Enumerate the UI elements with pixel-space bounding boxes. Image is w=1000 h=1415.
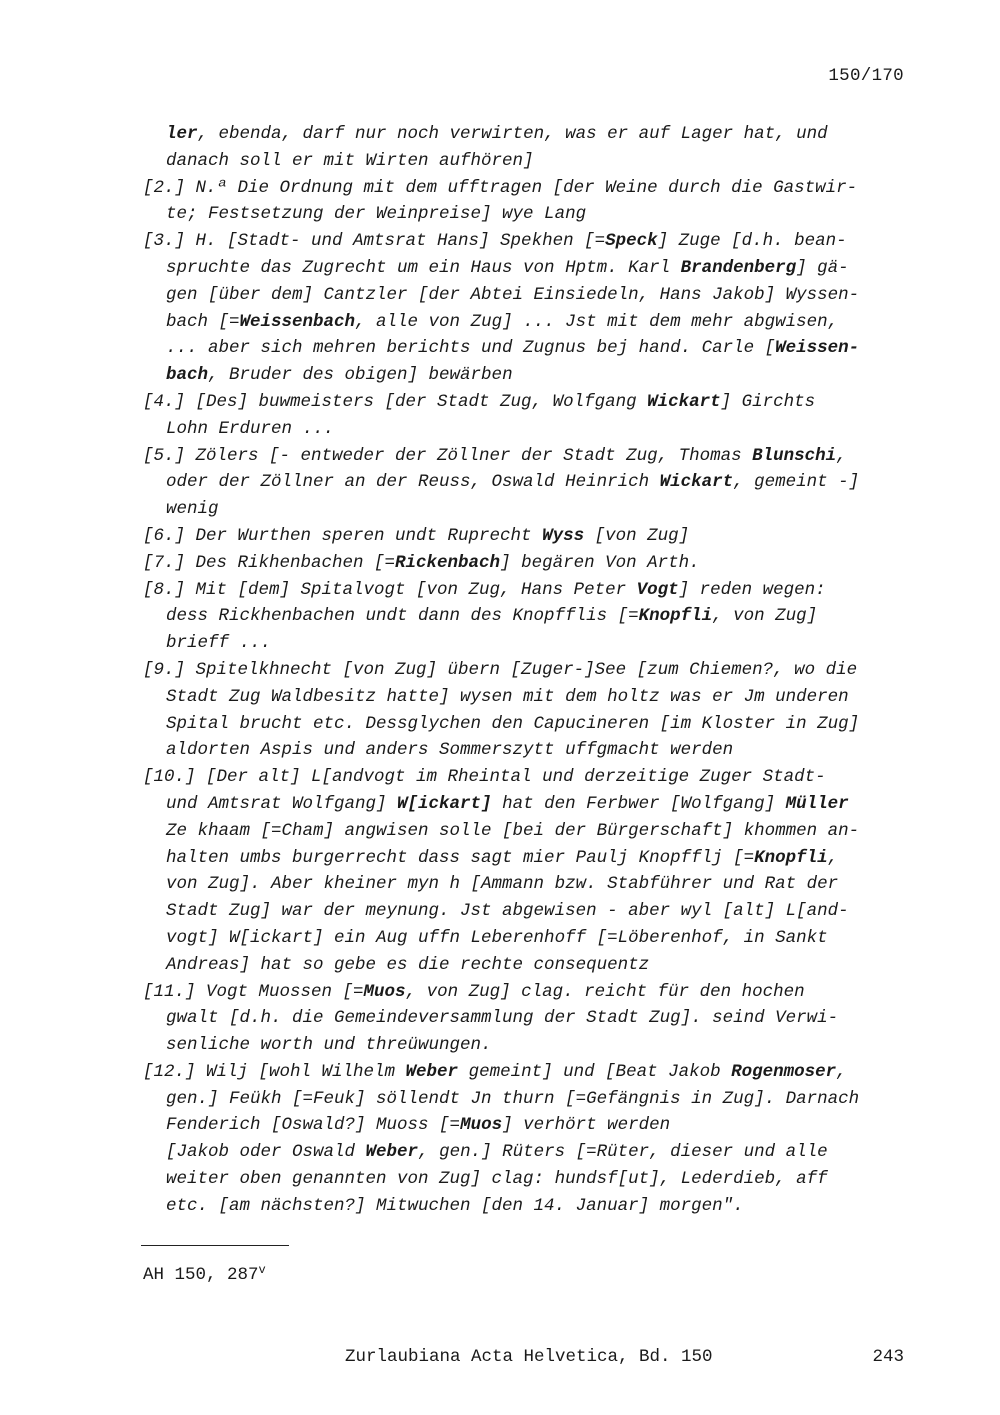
text-segment: ] verhört werden: [502, 1115, 671, 1136]
text-segment: bach [=: [166, 311, 240, 332]
text-line: [143, 871, 913, 898]
text-segment: ,: [836, 445, 847, 466]
footnote-superscript: v: [258, 1263, 266, 1277]
text-line: [143, 898, 913, 925]
text-segment: , Bruder des obigen] bewärben: [208, 365, 513, 386]
text-segment: , von Zug] clag. reicht für den hochen: [405, 981, 805, 1002]
footnote-rule: [141, 1245, 289, 1246]
text-line: [143, 684, 913, 711]
text-line: [143, 952, 913, 979]
bold-name: Wyss: [542, 525, 585, 546]
text-segment: , gen.] Rüters [=Rüter, dieser und alle: [418, 1142, 828, 1163]
text-line: [143, 201, 913, 228]
text-line: [143, 979, 913, 1006]
text-line: [143, 1005, 913, 1032]
text-segment: ] Girchts: [720, 391, 816, 412]
text-segment: [8.] Mit [dem] Spitalvogt [von Zug, Hans Peter: [143, 579, 637, 600]
text-segment: weiter oben genannten von Zug] clag: hundsf[ut], Lederdieb, aff: [166, 1169, 828, 1190]
text-line: [143, 1166, 913, 1193]
bold-name: Rogenmoser: [731, 1061, 837, 1082]
text-line: [143, 282, 913, 309]
text-segment: [9.] Spitelkhnecht [von Zug] übern [Zuger-]See [zum Chiemen?, wo die: [143, 659, 858, 680]
text-line: [143, 577, 913, 604]
text-segment: von Zug]. Aber kheiner myn h [Ammann bzw. Stabführer und Rat der: [166, 874, 839, 895]
text-segment: [10.] [Der alt] L[andvogt im Rheintal und derzeitige Zuger Stadt-: [143, 767, 826, 788]
text-segment: , gemeint -]: [733, 472, 860, 493]
bold-name: Rickenbach: [395, 552, 501, 573]
bold-name: Weber: [365, 1142, 419, 1163]
body-text: [143, 121, 913, 1220]
page-number: 150/170: [828, 66, 904, 86]
bold-name: Weissenbach: [239, 311, 356, 332]
footer-title: Zurlaubiana Acta Helvetica, Bd. 150: [345, 1347, 713, 1367]
text-line: [143, 523, 913, 550]
text-segment: wenig: [166, 499, 219, 520]
text-segment: ] Zuge [d.h. bean-: [657, 231, 847, 252]
text-segment: [Jakob oder Oswald: [166, 1142, 366, 1163]
text-segment: spruchte das Zugrecht um ein Haus von Hptm. Karl: [166, 257, 681, 278]
text-segment: ,: [827, 847, 839, 868]
text-line: [143, 845, 913, 872]
text-segment: [5.] Zölers [- entweder der Zöllner der Stadt Zug, Thomas: [143, 445, 753, 466]
text-line: [143, 496, 913, 523]
text-line: [143, 791, 913, 818]
text-segment: gen.] Feükh [=Feuk] söllendt Jn thurn [=Gefängnis in Zug]. Darnach: [166, 1088, 860, 1109]
text-segment: halten umbs burgerrecht dass sagt mier Paulj Knopfflj [=: [166, 847, 755, 868]
bold-name: Knopfli: [754, 847, 828, 868]
bold-name: Speck: [605, 231, 658, 252]
text-line: [143, 416, 913, 443]
text-segment: brieff ...: [166, 633, 272, 654]
footnote: [143, 1258, 266, 1287]
text-line: [143, 469, 913, 496]
text-segment: [2.] N.ª Die Ordnung mit dem ufftragen [der Weine durch die Gastwir-: [143, 177, 858, 198]
text-segment: ] reden wegen:: [678, 579, 826, 600]
text-segment: [4.] [Des] buwmeisters [der Stadt Zug, Wolfgang: [143, 391, 648, 412]
bold-name: Wickart: [659, 472, 734, 493]
text-segment: Fenderich [Oswald?] Muoss [=: [166, 1115, 461, 1136]
text-segment: aldorten Aspis und anders Sommerszytt uffgmacht werden: [166, 740, 734, 761]
text-line: [143, 603, 913, 630]
text-line: [143, 1112, 913, 1139]
text-segment: Andreas] hat so gebe es die rechte consequentz: [166, 954, 650, 975]
text-line: [143, 657, 913, 684]
text-line: [143, 335, 913, 362]
bold-name: Vogt: [636, 579, 679, 600]
text-segment: dess Rickhenbachen undt dann des Knopfflis [=: [166, 606, 639, 627]
text-line: [143, 711, 913, 738]
bold-name: Knopfli: [638, 606, 713, 627]
text-line: [143, 175, 913, 202]
footnote-text: AH 150, 287: [143, 1265, 259, 1285]
text-line: [143, 1059, 913, 1086]
text-segment: , alle von Zug] ... Jst mit dem mehr abgwisen,: [355, 311, 839, 332]
text-line: [143, 1032, 913, 1059]
bold-name: Wickart: [647, 391, 721, 412]
text-segment: Stadt Zug Waldbesitz hatte] wysen mit dem holtz was er Jm underen: [166, 686, 849, 707]
text-segment: etc. [am nächsten?] Mitwuchen [den 14. Januar] morgen".: [166, 1195, 744, 1216]
text-segment: , von Zug]: [712, 606, 818, 627]
text-segment: Stadt Zug] war der meynung. Jst abgewisen - aber wyl [alt] L[and-: [166, 901, 849, 922]
bold-name: Brandenberg: [680, 257, 797, 278]
text-segment: hat den Ferbwer [Wolfgang]: [491, 793, 786, 814]
text-segment: [von Zug]: [584, 525, 690, 546]
text-segment: [11.] Vogt Muossen [=: [143, 981, 364, 1002]
text-segment: und Amtsrat Wolfgang]: [166, 793, 398, 814]
bold-name: Weissen-: [775, 338, 860, 359]
text-segment: gwalt [d.h. die Gemeindeversammlung der Stadt Zug]. seind Verwi-: [166, 1008, 839, 1029]
text-line: [143, 148, 913, 175]
text-segment: [3.] H. [Stadt- und Amtsrat Hans] Spekhen [=: [143, 231, 606, 252]
text-segment: Ze khaam [=Cham] angwisen solle [bei der Bürgerschaft] khommen an-: [166, 820, 860, 841]
footer-page-number: 243: [872, 1347, 904, 1367]
text-line: [143, 362, 913, 389]
text-segment: oder der Zöllner an der Reuss, Oswald Heinrich: [166, 472, 660, 493]
bold-name: Müller: [785, 793, 849, 814]
bold-name: Weber: [405, 1061, 459, 1082]
text-line: [143, 389, 913, 416]
text-segment: ] begären Von Arth.: [500, 552, 700, 573]
text-segment: te; Festsetzung der Weinpreise] wye Lang: [166, 204, 587, 225]
bold-name: bach: [166, 365, 209, 386]
text-line: [143, 630, 913, 657]
bold-name: Muos: [460, 1115, 503, 1136]
bold-name: W[ickart]: [397, 793, 492, 814]
text-segment: [12.] Wilj [wohl Wilhelm: [143, 1061, 406, 1082]
text-line: [143, 443, 913, 470]
text-line: [143, 1139, 913, 1166]
text-segment: ,: [836, 1061, 847, 1082]
text-segment: [6.] Der Wurthen speren undt Ruprecht: [143, 525, 543, 546]
text-line: [143, 121, 913, 148]
text-segment: vogt] W[ickart] ein Aug uffn Leberenhoff [=Löberenhof, in Sankt: [166, 927, 828, 948]
text-line: [143, 818, 913, 845]
bold-name: Blunschi: [752, 445, 837, 466]
text-line: [143, 925, 913, 952]
text-line: [143, 255, 913, 282]
text-segment: danach soll er mit Wirten aufhören]: [166, 150, 534, 171]
text-segment: Spital brucht etc. Dessglychen den Capucineren [im Kloster in Zug]: [166, 713, 860, 734]
text-segment: , ebenda, darf nur noch verwirten, was er auf Lager hat, und: [197, 124, 828, 144]
text-segment: ] gä-: [796, 257, 849, 278]
bold-name: ler: [166, 124, 198, 144]
text-line: [143, 550, 913, 577]
text-line: [143, 1193, 913, 1220]
bold-name: Muos: [363, 981, 406, 1002]
text-segment: ... aber sich mehren berichts und Zugnus bej hand. Carle [: [166, 338, 776, 359]
text-line: [143, 309, 913, 336]
text-line: [143, 1086, 913, 1113]
text-segment: [7.] Des Rikhenbachen [=: [143, 552, 396, 573]
text-line: [143, 228, 913, 255]
text-segment: Lohn Erduren ...: [166, 418, 335, 439]
text-segment: senliche worth und threüwungen.: [166, 1035, 492, 1056]
text-segment: gen [über dem] Cantzler [der Abtei Einsiedeln, Hans Jakob] Wyssen-: [166, 284, 860, 305]
text-line: [143, 764, 913, 791]
text-line: [143, 737, 913, 764]
text-segment: gemeint] und [Beat Jakob: [458, 1061, 732, 1082]
